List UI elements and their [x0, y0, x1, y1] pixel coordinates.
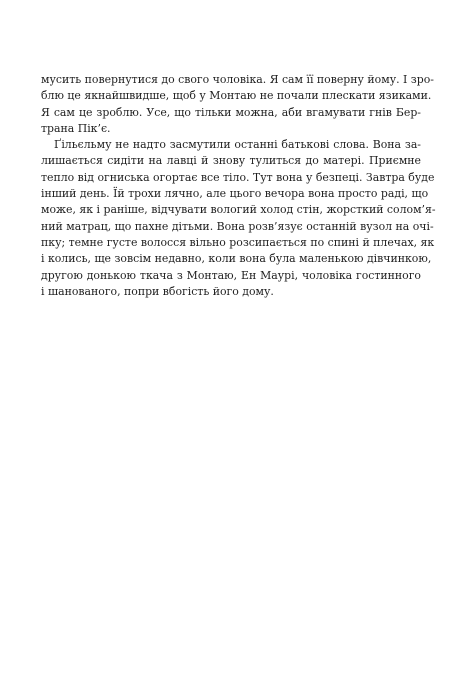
- text-line: трана Пік’є.: [41, 121, 111, 135]
- text-line: і шанованого, попри вбогість його дому.: [41, 284, 274, 298]
- text-line: ний матрац, що пахне дітьми. Вона розв’язує останній вузол на очі-: [41, 219, 434, 233]
- text-line: лишається сидіти на лавці й знову тулиться до матері. Приємне: [41, 154, 421, 168]
- text-line: інший день. Їй трохи лячно, але цього вечора вона просто раді, що: [41, 187, 429, 201]
- text-line: пку; темне густе волосся вільно розсипається по спині й плечах, як: [41, 235, 435, 249]
- text-line: може, як і раніше, відчувати вологий холод стін, жорсткий солом’я-: [41, 203, 436, 217]
- text-line: Я сам це зроблю. Усе, що тільки можна, аби вгамувати гнів Бер-: [41, 105, 421, 119]
- paragraph-2: [41, 137, 436, 300]
- text-line: блю це якнайшвидше, щоб у Монтаю не почали плескати язиками.: [41, 89, 432, 103]
- text-line: Ґільєльму не надто засмутили останні батькові слова. Вона за-: [54, 138, 421, 152]
- paragraph-1: [41, 72, 434, 137]
- text-line: мусить повернутися до свого чоловіка. Я сам її поверну йому. І зро-: [41, 73, 434, 86]
- body-text: [41, 72, 436, 300]
- text-line: другою донькою ткача з Монтаю, Ен Маурі, чоловіка гостинного: [41, 268, 421, 282]
- text-line: тепло від огниська огортає все тіло. Тут вона у безпеці. Завтра буде: [41, 170, 435, 184]
- text-line: і колись, ще зовсім недавно, коли вона була маленькою дівчинкою,: [41, 252, 432, 266]
